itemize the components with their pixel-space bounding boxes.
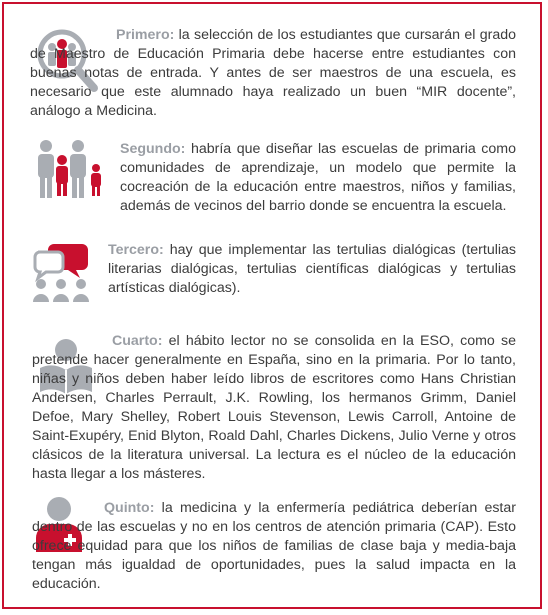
item-tercero: [108, 241, 516, 298]
family-icon: [34, 138, 106, 200]
item-primero: [30, 26, 516, 121]
item-text: la selección de los estudiantes que cursarán el grado de Maestro de Educación Primaria debe hacerse entre estudiantes con buenas notas de entrada. Y antes de ser maestros de una escuela, es necesario que este alumnado haya realizado un buen “MIR docente”, análogo a Medicina.: [30, 27, 516, 119]
item-lead: Cuarto:: [112, 333, 163, 349]
content-box: [2, 2, 542, 609]
item-lead: Primero:: [116, 27, 175, 43]
item-segundo: [120, 140, 516, 216]
item-quinto: [32, 499, 516, 594]
item-text: la medicina y la enfermería pediátrica deberían estar dentro de las escuelas y no en los centros de atención primaria (CAP). Esto ofrece equidad para que los niños de familias de clase baja y media-baja tengan más igualdad de oportunidades, pues la salud impacta en la educación.: [32, 500, 516, 592]
item-lead: Quinto:: [104, 500, 155, 516]
item-text: el hábito lector no se consolida en la ESO, como se pretende hacer generalmente en España, sino en la primaria. Por lo tanto, niñas y niños deben haber leído libros de escritores como Hans Christian Andersen, Charles Perrault, J.K. Rowling, los hermanos Grimm, Daniel Defoe, Mary Shelley, Robert Louis Stevenson, Lewis Carroll, Antoine de Saint-Exupéry, Enid Blyton, Roald Dahl, Charles Dickens, Julio Verne y otros clásicos de la literatura universal. La lectura es el núcleo de la educación hasta llegar a los másteres.: [32, 333, 516, 482]
item-lead: Segundo:: [120, 141, 186, 157]
item-text: hay que implementar las tertulias dialógicas (tertulias literarias dialógicas, tertulias científicas dialógicas y tertulias artísticas dialógicas).: [108, 242, 516, 296]
item-lead: Tercero:: [108, 242, 164, 258]
dialogue-group-icon: [32, 240, 90, 304]
item-text: habría que diseñar las escuelas de primaria como comunidades de aprendizaje, un modelo que permite la cocreación de la educación entre maestros, niños y familias, además de vecinos del barrio donde se encuentra la escuela.: [120, 141, 516, 214]
item-cuarto: [32, 332, 516, 484]
